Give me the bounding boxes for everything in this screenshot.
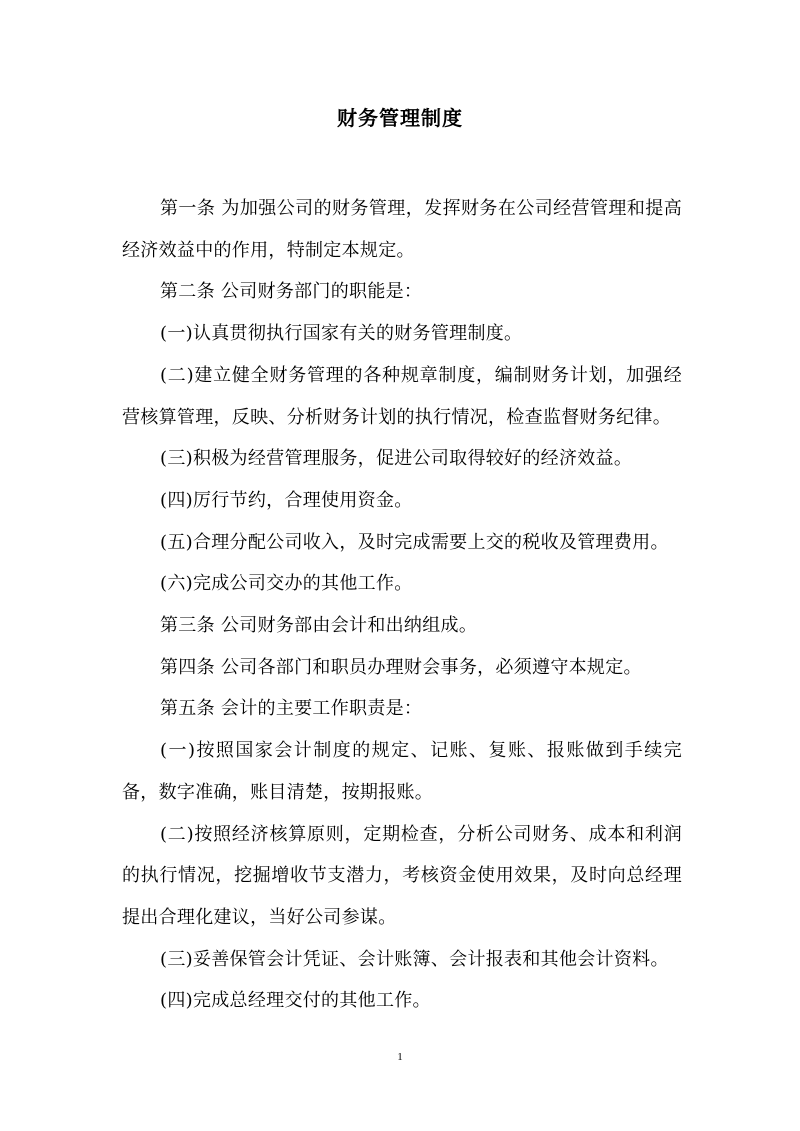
paragraph-article-2: 第二条 公司财务部门的职能是： [160,281,423,303]
paragraph-item: (五)合理分配公司收入，及时完成需要上交的税收及管理费用。 [160,531,669,553]
paragraph-item: (一)按照国家会计制度的规定、记账、复账、报账做到手续完备，数字准确，账目清楚，按期报账。 [122,740,682,803]
document-body [122,188,682,1022]
paragraph-item: (三)积极为经营管理服务，促进公司取得较好的经济效益。 [160,448,633,470]
paragraph-item: (二)按照经济核算原则，定期检查，分析公司财务、成本和利润的执行情况，挖掘增收节支潜力，考核资金使用效果，及时向总经理提出合理化建议，当好公司参谋。 [122,823,682,928]
paragraph-article-4: 第四条 公司各部门和职员办理财会事务，必须遵守本规定。 [160,656,642,678]
document-title: 财务管理制度 [337,106,463,130]
paragraph-item: (三)妥善保管会计凭证、会计账簿、会计报表和其他会计资料。 [160,948,669,970]
page-number: 1 [397,1051,403,1063]
paragraph-article-1: 第一条 为加强公司的财务管理，发挥财务在公司经营管理和提高经济效益中的作用，特制定本规定。 [122,198,682,261]
paragraph-item: (二)建立健全财务管理的各种规章制度，编制财务计划，加强经营核算管理，反映、分析财务计划的执行情况，检查监督财务纪律。 [122,364,682,428]
paragraph-item: (四)厉行节约，合理使用资金。 [160,489,413,511]
paragraph-article-5: 第五条 会计的主要工作职责是： [160,698,423,720]
paragraph-item: (六)完成公司交办的其他工作。 [160,573,413,595]
paragraph-item: (一)认真贯彻执行国家有关的财务管理制度。 [160,323,523,345]
paragraph-article-3: 第三条 公司财务部由会计和出纳组成。 [160,615,478,637]
paragraph-item: (四)完成总经理交付的其他工作。 [160,990,431,1012]
